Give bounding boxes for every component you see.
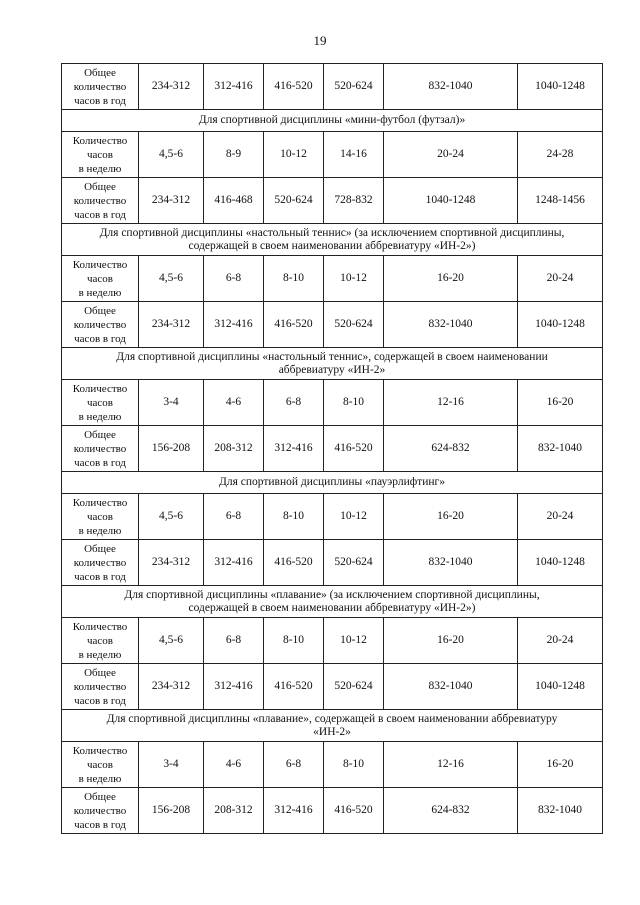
table-body <box>62 64 603 834</box>
value-cell: 10-12 <box>324 618 384 664</box>
value-cell: 4,5-6 <box>139 132 204 178</box>
value-cell: 10-12 <box>264 132 324 178</box>
value-cell: 6-8 <box>264 742 324 788</box>
section-header-row <box>62 710 603 742</box>
hours-per-year-row <box>62 788 603 834</box>
hours-per-year-row <box>62 64 603 110</box>
row-label-cell <box>62 380 139 426</box>
row-label-line: количество <box>73 318 127 331</box>
hours-per-week-row <box>62 132 603 178</box>
value-cell: 16-20 <box>518 380 603 426</box>
row-label-cell <box>62 178 139 224</box>
value-cell: 520-624 <box>264 178 324 224</box>
value-cell: 6-8 <box>204 256 264 302</box>
value-cell: 6-8 <box>204 494 264 540</box>
row-label-cell <box>62 302 139 348</box>
value-cell: 312-416 <box>204 540 264 586</box>
row-label-line: Общее <box>84 790 116 803</box>
row-label-line: часов в год <box>74 570 126 583</box>
row-label-line: часов <box>87 510 113 523</box>
value-cell: 416-520 <box>264 64 324 110</box>
row-label-line: Количество <box>72 382 128 395</box>
row-label-cell <box>62 742 139 788</box>
hours-per-week-row <box>62 380 603 426</box>
row-label-line: часов <box>87 634 113 647</box>
row-label-line: часов в год <box>74 94 126 107</box>
value-cell: 8-10 <box>264 494 324 540</box>
value-cell: 1248-1456 <box>518 178 603 224</box>
section-header-line: Для спортивной дисциплины «плавание» (за исключением спортивной дисциплины, <box>124 588 540 601</box>
row-label-line: часов <box>87 758 113 771</box>
value-cell: 12-16 <box>384 380 518 426</box>
row-label-cell <box>62 664 139 710</box>
value-cell: 416-468 <box>204 178 264 224</box>
value-cell: 4,5-6 <box>139 256 204 302</box>
value-cell: 832-1040 <box>518 788 603 834</box>
value-cell: 20-24 <box>518 494 603 540</box>
value-cell: 16-20 <box>518 742 603 788</box>
value-cell: 16-20 <box>384 618 518 664</box>
section-header-line: Для спортивной дисциплины «настольный теннис» (за исключением спортивной дисциплины, <box>99 226 565 239</box>
value-cell: 234-312 <box>139 64 204 110</box>
row-label-cell <box>62 618 139 664</box>
value-cell: 8-10 <box>324 380 384 426</box>
row-label-line: в неделю <box>78 162 122 175</box>
value-cell: 3-4 <box>139 742 204 788</box>
row-label-line: в неделю <box>78 410 122 423</box>
value-cell: 520-624 <box>324 664 384 710</box>
section-header-cell <box>62 110 603 132</box>
row-label-line: часов в год <box>74 332 126 345</box>
value-cell: 832-1040 <box>384 302 518 348</box>
value-cell: 312-416 <box>204 64 264 110</box>
value-cell: 156-208 <box>139 426 204 472</box>
hours-per-year-row <box>62 302 603 348</box>
section-header-line: Для спортивной дисциплины «плавание», содержащей в своем наименовании аббревиатуру <box>106 712 558 725</box>
value-cell: 832-1040 <box>384 64 518 110</box>
row-label-line: Общее <box>84 428 116 441</box>
value-cell: 312-416 <box>204 302 264 348</box>
hours-per-year-row <box>62 540 603 586</box>
section-header-line: «ИН-2» <box>313 725 351 738</box>
value-cell: 1040-1248 <box>384 178 518 224</box>
section-header-line: Для спортивной дисциплины «мини-футбол (футзал)» <box>198 114 466 126</box>
value-cell: 624-832 <box>384 788 518 834</box>
row-label-line: Количество <box>72 134 128 147</box>
value-cell: 624-832 <box>384 426 518 472</box>
row-label-line: в неделю <box>78 648 122 661</box>
value-cell: 416-520 <box>324 426 384 472</box>
value-cell: 1040-1248 <box>518 664 603 710</box>
value-cell: 8-9 <box>204 132 264 178</box>
hours-per-year-row <box>62 664 603 710</box>
value-cell: 416-520 <box>264 302 324 348</box>
value-cell: 20-24 <box>518 618 603 664</box>
section-header-row <box>62 472 603 494</box>
row-label-line: часов <box>87 396 113 409</box>
value-cell: 208-312 <box>204 788 264 834</box>
row-label-line: количество <box>73 80 127 93</box>
value-cell: 20-24 <box>518 256 603 302</box>
value-cell: 416-520 <box>264 664 324 710</box>
row-label-line: Общее <box>84 542 116 555</box>
value-cell: 3-4 <box>139 380 204 426</box>
row-label-line: количество <box>73 194 127 207</box>
row-label-line: часов в год <box>74 456 126 469</box>
section-header-line: содержащей в своем наименовании аббревиатуру «ИН-2») <box>188 601 476 614</box>
row-label-line: Общее <box>84 666 116 679</box>
section-header-row <box>62 224 603 256</box>
value-cell: 4,5-6 <box>139 494 204 540</box>
section-header-line: Для спортивной дисциплины «настольный теннис», содержащей в своем наименовании <box>116 350 548 363</box>
value-cell: 520-624 <box>324 64 384 110</box>
value-cell: 1040-1248 <box>518 540 603 586</box>
value-cell: 16-20 <box>384 256 518 302</box>
row-label-line: Общее <box>84 304 116 317</box>
value-cell: 832-1040 <box>518 426 603 472</box>
section-header-row <box>62 348 603 380</box>
row-label-line: в неделю <box>78 286 122 299</box>
value-cell: 4,5-6 <box>139 618 204 664</box>
value-cell: 832-1040 <box>384 540 518 586</box>
value-cell: 24-28 <box>518 132 603 178</box>
section-header-line: Для спортивной дисциплины «пауэрлифтинг» <box>219 476 445 488</box>
value-cell: 312-416 <box>264 788 324 834</box>
row-label-line: количество <box>73 442 127 455</box>
value-cell: 20-24 <box>384 132 518 178</box>
value-cell: 10-12 <box>324 256 384 302</box>
row-label-line: количество <box>73 556 127 569</box>
row-label-line: в неделю <box>78 524 122 537</box>
value-cell: 8-10 <box>264 618 324 664</box>
value-cell: 416-520 <box>324 788 384 834</box>
row-label-cell <box>62 256 139 302</box>
row-label-cell <box>62 540 139 586</box>
section-header-line: аббревиатуру «ИН-2» <box>278 363 386 376</box>
training-hours-table <box>61 63 603 834</box>
row-label-line: Количество <box>72 620 128 633</box>
value-cell: 6-8 <box>264 380 324 426</box>
value-cell: 234-312 <box>139 302 204 348</box>
value-cell: 10-12 <box>324 494 384 540</box>
row-label-line: часов в год <box>74 208 126 221</box>
row-label-line: часов <box>87 272 113 285</box>
hours-per-week-row <box>62 494 603 540</box>
value-cell: 6-8 <box>204 618 264 664</box>
value-cell: 208-312 <box>204 426 264 472</box>
section-header-cell <box>62 710 603 742</box>
value-cell: 16-20 <box>384 494 518 540</box>
value-cell: 234-312 <box>139 664 204 710</box>
row-label-line: Общее <box>84 66 116 79</box>
row-label-line: Количество <box>72 258 128 271</box>
value-cell: 234-312 <box>139 178 204 224</box>
hours-per-week-row <box>62 256 603 302</box>
row-label-cell <box>62 132 139 178</box>
section-header-row <box>62 586 603 618</box>
hours-per-week-row <box>62 742 603 788</box>
row-label-cell <box>62 426 139 472</box>
value-cell: 4-6 <box>204 742 264 788</box>
hours-per-year-row <box>62 426 603 472</box>
section-header-cell <box>62 348 603 380</box>
row-label-line: Количество <box>72 744 128 757</box>
row-label-line: в неделю <box>78 772 122 785</box>
row-label-line: Количество <box>72 496 128 509</box>
value-cell: 520-624 <box>324 302 384 348</box>
value-cell: 234-312 <box>139 540 204 586</box>
section-header-cell <box>62 472 603 494</box>
value-cell: 416-520 <box>264 540 324 586</box>
row-label-line: количество <box>73 804 127 817</box>
section-header-cell <box>62 586 603 618</box>
hours-per-week-row <box>62 618 603 664</box>
page-number: 19 <box>313 33 327 48</box>
row-label-line: часов <box>87 148 113 161</box>
value-cell: 1040-1248 <box>518 302 603 348</box>
value-cell: 12-16 <box>384 742 518 788</box>
value-cell: 14-16 <box>324 132 384 178</box>
row-label-line: Общее <box>84 180 116 193</box>
value-cell: 8-10 <box>324 742 384 788</box>
value-cell: 4-6 <box>204 380 264 426</box>
row-label-cell <box>62 788 139 834</box>
hours-per-year-row <box>62 178 603 224</box>
value-cell: 312-416 <box>204 664 264 710</box>
row-label-cell <box>62 64 139 110</box>
value-cell: 728-832 <box>324 178 384 224</box>
row-label-cell <box>62 494 139 540</box>
section-header-row <box>62 110 603 132</box>
value-cell: 832-1040 <box>384 664 518 710</box>
row-label-line: количество <box>73 680 127 693</box>
section-header-line: содержащей в своем наименовании аббревиатуру «ИН-2») <box>188 239 476 252</box>
value-cell: 156-208 <box>139 788 204 834</box>
row-label-line: часов в год <box>74 818 126 831</box>
section-header-cell <box>62 224 603 256</box>
value-cell: 1040-1248 <box>518 64 603 110</box>
value-cell: 520-624 <box>324 540 384 586</box>
row-label-line: часов в год <box>74 694 126 707</box>
value-cell: 8-10 <box>264 256 324 302</box>
value-cell: 312-416 <box>264 426 324 472</box>
